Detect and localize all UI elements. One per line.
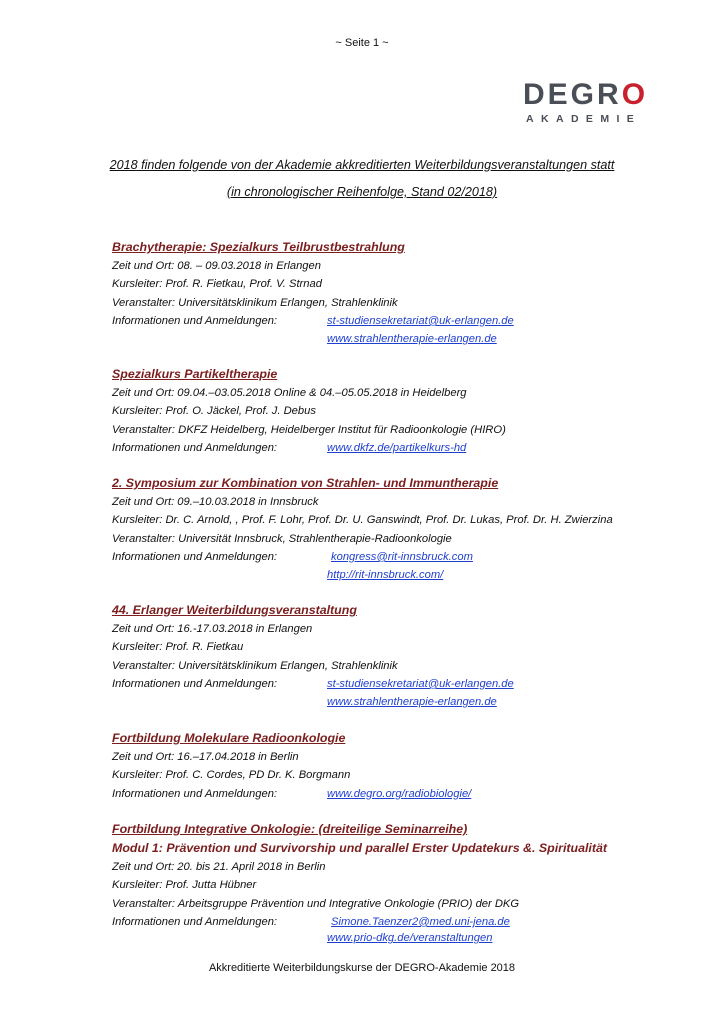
sub-heading: (in chronologischer Reihenfolge, Stand 02/2018) [226,185,498,199]
logo-o-icon: O [621,78,649,111]
event-leader: Kursleiter: Prof. O. Jäckel, Prof. J. Debus [112,405,316,418]
email-link[interactable]: st-studiensekretariat@uk-erlangen.de [327,677,514,690]
event-date: Zeit und Ort: 16.–17.04.2018 in Berlin [112,751,299,763]
website-link[interactable]: www.prio-dkg.de/veranstaltungen [327,932,493,945]
logo-subtitle: AKADEMIE [526,113,642,125]
event-title: Fortbildung Molekulare Radioonkologie [112,731,346,745]
info-label: Informationen und Anmeldungen: [112,915,278,928]
event-leader: Kursleiter: Dr. C. Arnold, , Prof. F. Lohr, Prof. Dr. U. Ganswindt, Prof. Dr. Lukas, Prof. Dr. H. Zwierzina [112,514,613,527]
main-heading: 2018 finden folgende von der Akademie akkreditierten Weiterbildungsveranstaltungen statt [109,158,615,172]
logo-text: DEGR [523,78,622,111]
event-leader: Kursleiter: Prof. R. Fietkau [112,641,244,654]
info-label: Informationen und Anmeldungen: [112,314,278,327]
degro-logo [523,80,673,126]
event-integrative [112,819,692,946]
event-subtitle: Modul 1: Prävention und Survivorship und parallel Erster Updatekurs &. Spiritualität [112,841,608,855]
email-link[interactable]: kongress@rit-innsbruck.com [331,550,473,563]
info-label: Informationen und Anmeldungen: [112,441,278,454]
event-molekulare [112,728,692,803]
event-title: 2. Symposium zur Kombination von Strahlen- und Immuntherapie [112,476,499,490]
website-link[interactable]: www.degro.org/radiobiologie/ [327,787,472,800]
page-footer: Akkreditierte Weiterbildungskurse der DEGRO-Akademie 2018 [208,962,516,974]
event-date: Zeit und Ort: 09.04.–03.05.2018 Online & 04.–05.05.2018 in Heidelberg [112,387,467,399]
event-symposium [112,473,692,584]
event-leader: Kursleiter: Prof. R. Fietkau, Prof. V. Strnad [112,278,322,291]
website-link[interactable]: www.dkfz.de/partikelkurs-hd [327,441,467,454]
website-link[interactable]: www.strahlentherapie-erlangen.de [327,333,497,346]
event-erlanger [112,600,692,711]
email-link[interactable]: st-studiensekretariat@uk-erlangen.de [327,314,514,327]
page-number: ~ Seite 1 ~ [335,37,389,49]
website-link[interactable]: http://rit-innsbruck.com/ [327,569,444,582]
event-date: Zeit und Ort: 16.-17.03.2018 in Erlangen [112,623,313,635]
event-organizer: Veranstalter: Universität Innsbruck, Strahlentherapie-Radioonkologie [112,532,452,545]
event-partikeltherapie [112,364,692,457]
info-label: Informationen und Anmeldungen: [112,550,278,563]
event-organizer: Veranstalter: Universitätsklinikum Erlangen, Strahlenklinik [112,296,398,309]
info-label: Informationen und Anmeldungen: [112,677,278,690]
event-leader: Kursleiter: Prof. Jutta Hübner [112,879,257,892]
event-organizer: Veranstalter: Universitätsklinikum Erlangen, Strahlenklinik [112,659,398,672]
event-organizer: Veranstalter: Arbeitsgruppe Prävention und Integrative Onkologie (PRIO) der DKG [112,897,520,910]
event-date: Zeit und Ort: 09.–10.03.2018 in Innsbruck [112,496,319,508]
event-date: Zeit und Ort: 08. – 09.03.2018 in Erlangen [112,260,321,272]
event-date: Zeit und Ort: 20. bis 21. April 2018 in Berlin [112,861,326,873]
event-brachytherapie [112,237,692,348]
event-title: 44. Erlanger Weiterbildungsveranstaltung [112,603,357,617]
event-title: Fortbildung Integrative Onkologie: (dreiteilige Seminarreihe) [112,822,468,836]
event-leader: Kursleiter: Prof. C. Cordes, PD Dr. K. Borgmann [112,769,351,782]
event-organizer: Veranstalter: DKFZ Heidelberg, Heidelberger Institut für Radioonkologie (HIRO) [112,423,506,436]
info-label: Informationen und Anmeldungen: [112,787,278,800]
website-link[interactable]: www.strahlentherapie-erlangen.de [327,696,497,709]
event-title: Spezialkurs Partikeltherapie [112,367,278,381]
event-title: Brachytherapie: Spezialkurs Teilbrustbestrahlung [112,240,405,254]
email-link[interactable]: Simone.Taenzer2@med.uni-jena.de [331,915,510,928]
